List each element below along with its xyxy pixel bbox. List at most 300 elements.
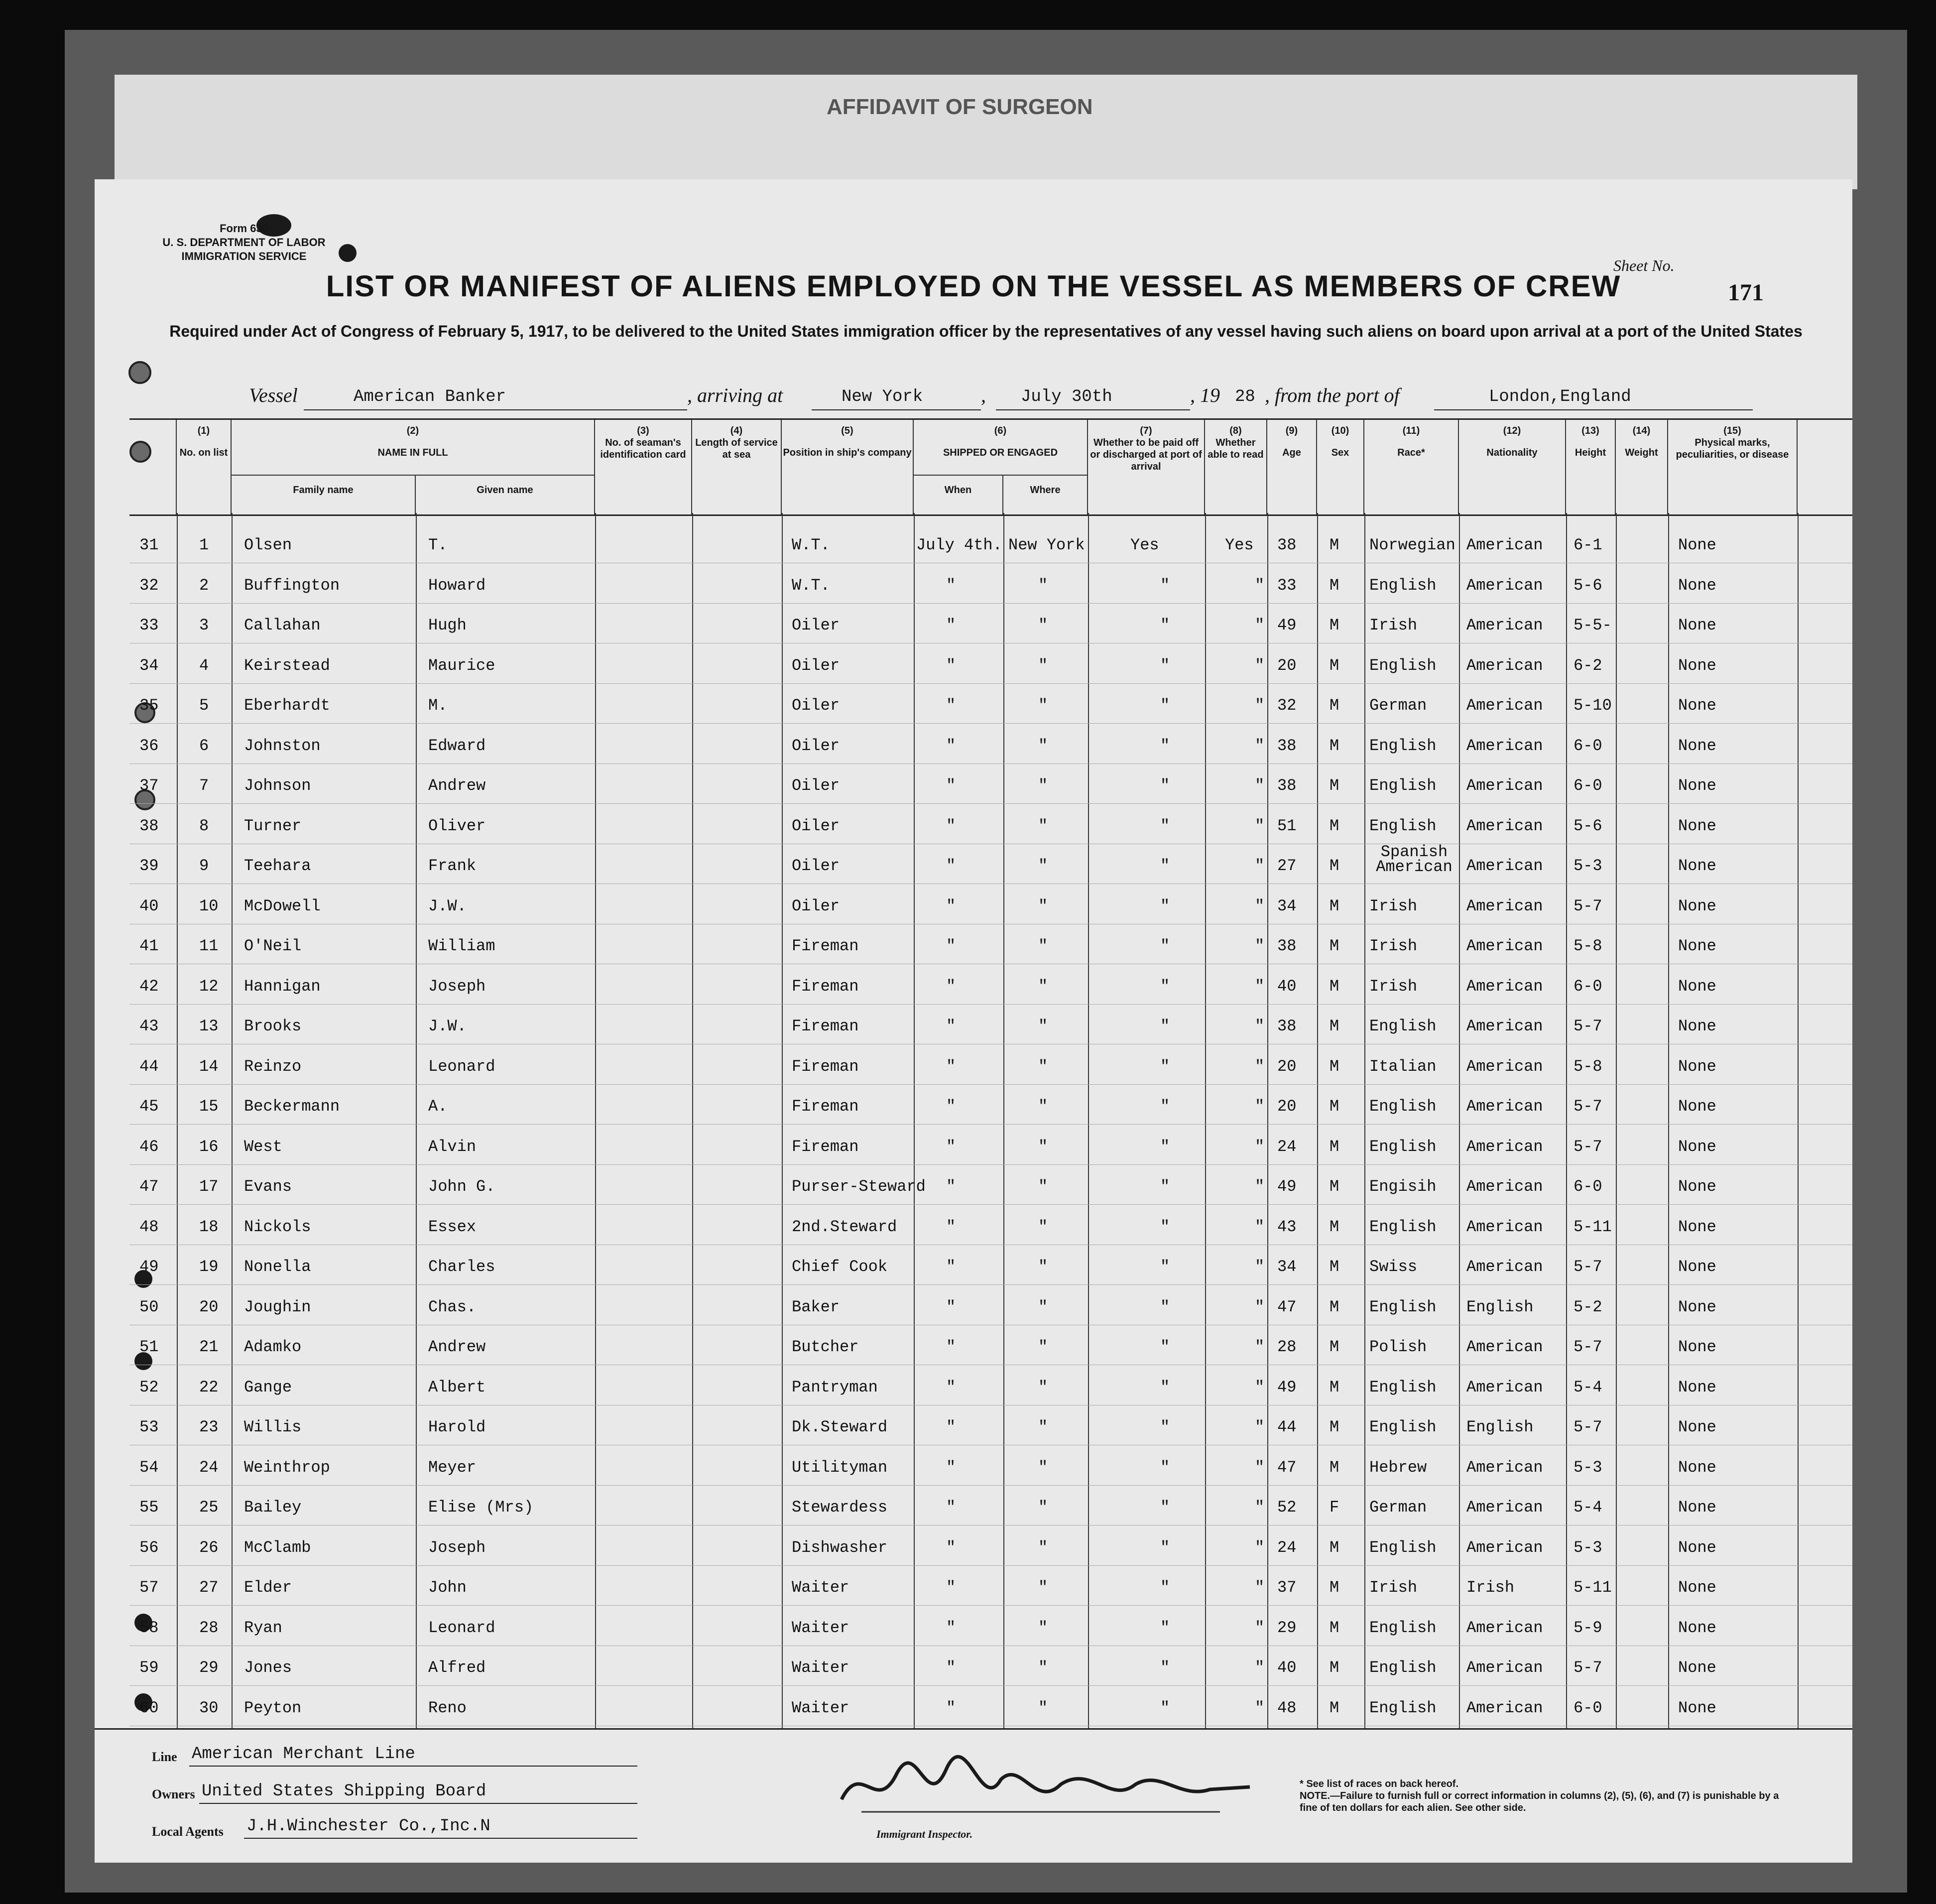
- cell-able-to-read: ": [1255, 1498, 1265, 1517]
- cell-family-name: Bailey: [244, 1498, 302, 1517]
- cell-race: Norwegian: [1369, 536, 1455, 554]
- table-row: [129, 844, 1852, 884]
- cell-shipped-when: ": [946, 937, 956, 955]
- cell-position: Waiter: [792, 1698, 849, 1717]
- cell-height: 5-11: [1573, 1578, 1612, 1597]
- cell-given-name: Elise (Mrs): [428, 1498, 534, 1517]
- cell-age: 44: [1277, 1418, 1297, 1436]
- cell-age: 47: [1277, 1297, 1297, 1316]
- cell-given-name: Harold: [428, 1418, 486, 1436]
- cell-position: Oiler: [792, 816, 840, 835]
- header-col-10-label: Sex: [1331, 447, 1349, 458]
- cell-physical-marks: None: [1678, 937, 1716, 955]
- cell-given-name: Reno: [428, 1698, 467, 1717]
- cell-shipped-when: ": [946, 1017, 956, 1035]
- cell-list-number: 19: [199, 1258, 219, 1276]
- cell-nationality: American: [1466, 1538, 1543, 1557]
- table-row: [129, 1044, 1852, 1085]
- cell-nationality: English: [1466, 1418, 1534, 1436]
- cell-able-to-read: ": [1255, 1057, 1265, 1076]
- cell-sex: M: [1330, 1258, 1339, 1276]
- cell-family-name: Beckermann: [244, 1097, 340, 1116]
- cell-given-name: J.W.: [428, 1017, 467, 1035]
- cell-sex: M: [1330, 1097, 1339, 1116]
- cell-paid-off: ": [1160, 1578, 1170, 1597]
- cell-given-name: Joseph: [428, 1538, 486, 1557]
- cell-nationality: American: [1466, 1378, 1543, 1396]
- vessel-underline: [304, 409, 687, 410]
- cell-position: Oiler: [792, 896, 840, 915]
- cell-nationality: English: [1466, 1297, 1534, 1316]
- cell-shipped-where: ": [1038, 1338, 1048, 1356]
- cell-shipped-when: ": [946, 736, 956, 755]
- cell-physical-marks: None: [1678, 1578, 1716, 1597]
- cell-age: 27: [1277, 857, 1297, 875]
- penalty-note: NOTE.—Failure to furnish full or correct information in columns (2), (5), (6), and (7) is punishable by a fine of ten dollars for each alien. See other side.: [1300, 1790, 1779, 1813]
- cell-race: Polish: [1369, 1338, 1427, 1356]
- cell-paid-off: ": [1160, 1017, 1170, 1035]
- header-col-14-label: Weight: [1625, 447, 1658, 458]
- cell-shipped-when: ": [946, 616, 956, 635]
- cell-able-to-read: ": [1255, 1658, 1265, 1677]
- cell-line-number: 56: [139, 1538, 159, 1557]
- document-subtitle: Required under Act of Congress of February 5, 1917, to be delivered to the United States immigration officer by the representatives of any vessel having such aliens on board upon arrival at a port of the United States: [169, 322, 1803, 340]
- cell-position: 2nd.Steward: [792, 1217, 897, 1236]
- cell-race: Hebrew: [1369, 1458, 1427, 1477]
- cell-family-name: Adamko: [244, 1338, 302, 1356]
- cell-able-to-read: ": [1255, 616, 1265, 635]
- cell-shipped-when: ": [946, 816, 956, 835]
- cell-sex: M: [1330, 1458, 1339, 1477]
- cell-age: 28: [1277, 1338, 1297, 1356]
- cell-paid-off: ": [1160, 1137, 1170, 1156]
- cell-sex: M: [1330, 1297, 1339, 1316]
- cell-list-number: 4: [199, 656, 209, 675]
- header-col-13: (13) Height: [1566, 420, 1616, 514]
- cell-family-name: Buffington: [244, 576, 340, 595]
- cell-nationality: American: [1466, 656, 1543, 675]
- cell-race: Irish: [1369, 616, 1418, 635]
- cell-shipped-when: ": [946, 1297, 956, 1316]
- cell-sex: M: [1330, 736, 1339, 755]
- cell-sex: M: [1330, 1217, 1339, 1236]
- cell-position: Fireman: [792, 1137, 859, 1156]
- header-col-13-label: Height: [1574, 447, 1606, 458]
- cell-paid-off: Yes: [1130, 536, 1159, 554]
- cell-given-name: Oliver: [428, 816, 486, 835]
- cell-sex: M: [1330, 816, 1339, 835]
- header-col-5-label: Position in ship's company: [783, 447, 912, 458]
- cell-shipped-when: ": [946, 1538, 956, 1557]
- cell-sex: M: [1330, 857, 1339, 875]
- cell-family-name: McDowell: [244, 896, 321, 915]
- cell-list-number: 11: [199, 937, 219, 955]
- header-col-11-label: Race*: [1397, 447, 1425, 458]
- cell-shipped-when: ": [946, 977, 956, 996]
- cell-family-name: Turner: [244, 816, 302, 835]
- header-col-15-label: Physical marks, peculiarities, or disease: [1676, 437, 1789, 460]
- cell-race: English: [1369, 1297, 1437, 1316]
- cell-shipped-where: ": [1038, 937, 1048, 955]
- cell-nationality: American: [1466, 816, 1543, 835]
- cell-age: 38: [1277, 937, 1297, 955]
- cell-given-name: William: [428, 937, 495, 955]
- cell-shipped-where: ": [1038, 1618, 1048, 1637]
- cell-age: 52: [1277, 1498, 1297, 1517]
- cell-age: 38: [1277, 776, 1297, 795]
- cell-line-number: 38: [139, 816, 159, 835]
- table-row: [129, 964, 1852, 1005]
- underlying-sheet: [115, 75, 1857, 189]
- cell-height: 5-11: [1573, 1217, 1612, 1236]
- cell-height: 6-0: [1573, 1177, 1602, 1196]
- cell-line-number: 43: [139, 1017, 159, 1035]
- cell-race: English: [1369, 1017, 1437, 1035]
- cell-height: 5-4: [1573, 1498, 1602, 1517]
- cell-line-number: 52: [139, 1378, 159, 1396]
- cell-family-name: Gange: [244, 1378, 292, 1396]
- cell-physical-marks: None: [1678, 1698, 1716, 1717]
- cell-list-number: 26: [199, 1538, 219, 1557]
- cell-race: Irish: [1369, 896, 1418, 915]
- cell-family-name: Brooks: [244, 1017, 302, 1035]
- cell-physical-marks: None: [1678, 736, 1716, 755]
- header-col-7-label: Whether to be paid off or discharged at port of arrival: [1090, 437, 1202, 472]
- cell-shipped-where: ": [1038, 1538, 1048, 1557]
- cell-race: English: [1369, 1217, 1437, 1236]
- cell-shipped-where: ": [1038, 1057, 1048, 1076]
- cell-able-to-read: ": [1255, 1097, 1265, 1116]
- cell-list-number: 7: [199, 776, 209, 795]
- cell-line-number: 54: [139, 1458, 159, 1477]
- cell-able-to-read: ": [1255, 736, 1265, 755]
- cell-position: Fireman: [792, 937, 859, 955]
- port-underline: [812, 409, 981, 410]
- cell-family-name: Evans: [244, 1177, 292, 1196]
- cell-position: Oiler: [792, 656, 840, 675]
- cell-race: English: [1369, 1618, 1437, 1637]
- cell-physical-marks: None: [1678, 896, 1716, 915]
- cell-physical-marks: None: [1678, 1418, 1716, 1436]
- cell-height: 5-7: [1573, 1137, 1602, 1156]
- cell-physical-marks: None: [1678, 1618, 1716, 1637]
- cell-nationality: American: [1466, 616, 1543, 635]
- cell-position: Fireman: [792, 977, 859, 996]
- header-col-10: (10) Sex: [1317, 420, 1364, 514]
- cell-given-name: Frank: [428, 857, 477, 875]
- service-name: IMMIGRATION SERVICE: [181, 250, 307, 262]
- cell-age: 51: [1277, 816, 1297, 835]
- cell-height: 5-7: [1573, 1097, 1602, 1116]
- cell-nationality: American: [1466, 896, 1543, 915]
- cell-paid-off: ": [1160, 656, 1170, 675]
- cell-family-name: Nickols: [244, 1217, 311, 1236]
- cell-race: German: [1369, 696, 1427, 715]
- table-row: [129, 1325, 1852, 1365]
- cell-list-number: 16: [199, 1137, 219, 1156]
- header-col-6: (6) SHIPPED OR ENGAGED: [914, 420, 1088, 514]
- cell-height: 5-3: [1573, 1458, 1602, 1477]
- cell-list-number: 27: [199, 1578, 219, 1597]
- cell-nationality: American: [1466, 1137, 1543, 1156]
- cell-list-number: 1: [199, 536, 209, 554]
- departure-underline: [1434, 409, 1753, 410]
- cell-shipped-when: ": [946, 1618, 956, 1637]
- cell-physical-marks: None: [1678, 1097, 1716, 1116]
- cell-family-name: Peyton: [244, 1698, 302, 1717]
- cell-paid-off: ": [1160, 776, 1170, 795]
- cell-physical-marks: None: [1678, 1057, 1716, 1076]
- arrival-port: New York: [842, 387, 923, 406]
- departure-port: London,England: [1489, 387, 1631, 406]
- cell-height: 5-8: [1573, 1057, 1602, 1076]
- vessel-label: Vessel: [249, 384, 298, 406]
- cell-age: 49: [1277, 1177, 1297, 1196]
- cell-shipped-where: ": [1038, 1258, 1048, 1276]
- cell-line-number: 40: [139, 896, 159, 915]
- comma: ,: [981, 384, 986, 406]
- cell-race: English: [1369, 1137, 1437, 1156]
- header-col-1-label: No. on list: [179, 447, 228, 458]
- cell-height: 5-8: [1573, 937, 1602, 955]
- cell-race: Italian: [1369, 1057, 1437, 1076]
- cell-physical-marks: None: [1678, 1538, 1716, 1557]
- cell-shipped-where: ": [1038, 696, 1048, 715]
- cell-able-to-read: ": [1255, 1258, 1265, 1276]
- cell-given-name: J.W.: [428, 896, 467, 915]
- header-col-3-label: No. of seaman's identification card: [600, 437, 686, 460]
- cell-able-to-read: ": [1255, 977, 1265, 996]
- header-col-5: (5) Position in ship's company: [782, 420, 914, 514]
- header-col-4-label: Length of service at sea: [695, 437, 778, 460]
- cell-height: 5-4: [1573, 1378, 1602, 1396]
- table-row: [129, 1245, 1852, 1285]
- cell-able-to-read: ": [1255, 896, 1265, 915]
- cell-age: 32: [1277, 696, 1297, 715]
- table-row: [129, 1365, 1852, 1405]
- cell-shipped-where: ": [1038, 776, 1048, 795]
- cell-able-to-read: ": [1255, 857, 1265, 875]
- cell-able-to-read: ": [1255, 816, 1265, 835]
- table-row: [129, 1485, 1852, 1525]
- cell-given-name: A.: [428, 1097, 448, 1116]
- cell-shipped-where: ": [1038, 1458, 1048, 1477]
- cell-position: Stewardess: [792, 1498, 888, 1517]
- cell-line-number: 59: [139, 1658, 159, 1677]
- cell-shipped-when: ": [946, 1177, 956, 1196]
- cell-given-name: John G.: [428, 1177, 495, 1196]
- cell-list-number: 14: [199, 1057, 219, 1076]
- cell-line-number: 49: [139, 1258, 159, 1276]
- cell-line-number: 45: [139, 1097, 159, 1116]
- cell-paid-off: ": [1160, 896, 1170, 915]
- cell-family-name: Eberhardt: [244, 696, 330, 715]
- cell-race: German: [1369, 1498, 1427, 1517]
- cell-shipped-where: ": [1038, 896, 1048, 915]
- cell-paid-off: ": [1160, 1418, 1170, 1436]
- cell-height: 5-7: [1573, 1418, 1602, 1436]
- cell-shipped-where: ": [1038, 576, 1048, 595]
- cell-height: 5-5-: [1573, 616, 1612, 635]
- cell-line-number: 36: [139, 736, 159, 755]
- cell-physical-marks: None: [1678, 1498, 1716, 1517]
- cell-nationality: American: [1466, 857, 1543, 875]
- cell-paid-off: ": [1160, 696, 1170, 715]
- cell-paid-off: ": [1160, 1177, 1170, 1196]
- cell-shipped-when: ": [946, 1258, 956, 1276]
- cell-paid-off: ": [1160, 1097, 1170, 1116]
- cell-list-number: 18: [199, 1217, 219, 1236]
- cell-position: Fireman: [792, 1017, 859, 1035]
- cell-race: Irish: [1369, 937, 1418, 955]
- cell-nationality: American: [1466, 1057, 1543, 1076]
- table-row: [129, 763, 1852, 804]
- cell-able-to-read: ": [1255, 937, 1265, 955]
- cell-given-name: Alfred: [428, 1658, 486, 1677]
- cell-age: 49: [1277, 616, 1297, 635]
- cell-given-name: Charles: [428, 1258, 495, 1276]
- cell-height: 6-0: [1573, 1698, 1602, 1717]
- cell-position: W.T.: [792, 536, 830, 554]
- cell-family-name: Callahan: [244, 616, 321, 635]
- cell-shipped-where: ": [1038, 616, 1048, 635]
- header-col-9: (9) Age: [1267, 420, 1317, 514]
- cell-nationality: American: [1466, 1217, 1543, 1236]
- cell-able-to-read: Yes: [1225, 536, 1254, 554]
- cell-given-name: Joseph: [428, 977, 486, 996]
- owners-underline: [199, 1803, 637, 1804]
- cell-sex: M: [1330, 1057, 1339, 1076]
- cell-sex: M: [1330, 1378, 1339, 1396]
- cell-shipped-where: ": [1038, 1217, 1048, 1236]
- cell-paid-off: ": [1160, 1618, 1170, 1637]
- cell-race: Engisih: [1369, 1177, 1437, 1196]
- header-col-12-label: Nationality: [1486, 447, 1538, 458]
- cell-age: 38: [1277, 736, 1297, 755]
- table-row: [129, 1125, 1852, 1165]
- table-row: [129, 1084, 1852, 1125]
- cell-shipped-when: ": [946, 776, 956, 795]
- cell-physical-marks: None: [1678, 576, 1716, 595]
- cell-paid-off: ": [1160, 1338, 1170, 1356]
- cell-shipped-when: ": [946, 696, 956, 715]
- cell-age: 24: [1277, 1137, 1297, 1156]
- cell-shipped-when: ": [946, 1698, 956, 1717]
- cell-able-to-read: ": [1255, 1137, 1265, 1156]
- cell-list-number: 20: [199, 1297, 219, 1316]
- cell-family-name: Jones: [244, 1658, 292, 1677]
- header-line-number: [129, 420, 177, 514]
- cell-nationality: American: [1466, 736, 1543, 755]
- cell-paid-off: ": [1160, 1458, 1170, 1477]
- cell-physical-marks: None: [1678, 616, 1716, 635]
- cell-race: English: [1369, 1378, 1437, 1396]
- cell-shipped-where: ": [1038, 1137, 1048, 1156]
- header-col-6-label: SHIPPED OR ENGAGED: [943, 447, 1058, 458]
- cell-age: 24: [1277, 1538, 1297, 1557]
- cell-age: 40: [1277, 977, 1297, 996]
- inspector-signature: [832, 1740, 1260, 1829]
- cell-paid-off: ": [1160, 1658, 1170, 1677]
- cell-race: English: [1369, 1097, 1437, 1116]
- form-identifier: [139, 222, 349, 263]
- cell-given-name: Leonard: [428, 1618, 495, 1637]
- cell-physical-marks: None: [1678, 1378, 1716, 1396]
- cell-age: 20: [1277, 1057, 1297, 1076]
- cell-sex: M: [1330, 937, 1339, 955]
- line-value: American Merchant Line: [192, 1745, 415, 1764]
- table-row: [129, 683, 1852, 724]
- cell-physical-marks: None: [1678, 977, 1716, 996]
- cell-sex: M: [1330, 576, 1339, 595]
- cell-list-number: 8: [199, 816, 209, 835]
- cell-sex: M: [1330, 696, 1339, 715]
- cell-position: Chief Cook: [792, 1258, 888, 1276]
- cell-physical-marks: None: [1678, 857, 1716, 875]
- cell-list-number: 21: [199, 1338, 219, 1356]
- cell-family-name: West: [244, 1137, 282, 1156]
- cell-sex: M: [1330, 1338, 1339, 1356]
- header-col-4: (4) Length of service at sea: [692, 420, 782, 514]
- cell-list-number: 6: [199, 736, 209, 755]
- header-col-2-label: NAME IN FULL: [377, 447, 448, 458]
- cell-position: Pantryman: [792, 1378, 878, 1396]
- cell-shipped-when: ": [946, 857, 956, 875]
- cell-shipped-where: ": [1038, 1578, 1048, 1597]
- cell-given-name: Alvin: [428, 1137, 477, 1156]
- cell-height: 5-7: [1573, 896, 1602, 915]
- cell-sex: M: [1330, 1538, 1339, 1557]
- date-underline: [996, 409, 1190, 410]
- cell-age: 48: [1277, 1698, 1297, 1717]
- cell-position: Waiter: [792, 1658, 849, 1677]
- cell-position: Fireman: [792, 1057, 859, 1076]
- cell-shipped-where: ": [1038, 1378, 1048, 1396]
- cell-given-name: Chas.: [428, 1297, 477, 1316]
- cell-family-name: Elder: [244, 1578, 292, 1597]
- cell-paid-off: ": [1160, 1258, 1170, 1276]
- header-col-1: (1) No. on list: [177, 420, 232, 514]
- cell-nationality: Irish: [1466, 1578, 1515, 1597]
- cell-line-number: 41: [139, 937, 159, 955]
- agents-label: Local Agents: [152, 1824, 224, 1839]
- header-family-name: Family name: [232, 475, 416, 514]
- cell-line-number: 58: [139, 1618, 159, 1637]
- cell-line-number: 31: [139, 536, 159, 554]
- cell-position: Dk.Steward: [792, 1418, 888, 1436]
- owners-label: Owners: [152, 1787, 195, 1801]
- cell-shipped-when: ": [946, 1418, 956, 1436]
- cell-sex: M: [1330, 1578, 1339, 1597]
- cell-sex: M: [1330, 536, 1339, 554]
- cell-shipped-where: ": [1038, 656, 1048, 675]
- cell-shipped-when: ": [946, 1578, 956, 1597]
- cell-physical-marks: None: [1678, 696, 1716, 715]
- cell-able-to-read: ": [1255, 656, 1265, 675]
- form-number: Form 630: [220, 222, 268, 235]
- cell-height: 5-7: [1573, 1258, 1602, 1276]
- cell-physical-marks: None: [1678, 1458, 1716, 1477]
- cell-shipped-where: ": [1038, 857, 1048, 875]
- cell-paid-off: ": [1160, 937, 1170, 955]
- cell-shipped-when: ": [946, 1057, 956, 1076]
- cell-race: Irish: [1369, 977, 1418, 996]
- cell-race: Irish: [1369, 1578, 1418, 1597]
- cell-age: 34: [1277, 1258, 1297, 1276]
- table-row: [129, 603, 1852, 643]
- document-title: LIST OR MANIFEST OF ALIENS EMPLOYED ON THE VESSEL AS MEMBERS OF CREW: [326, 269, 1621, 303]
- cell-given-name: Maurice: [428, 656, 495, 675]
